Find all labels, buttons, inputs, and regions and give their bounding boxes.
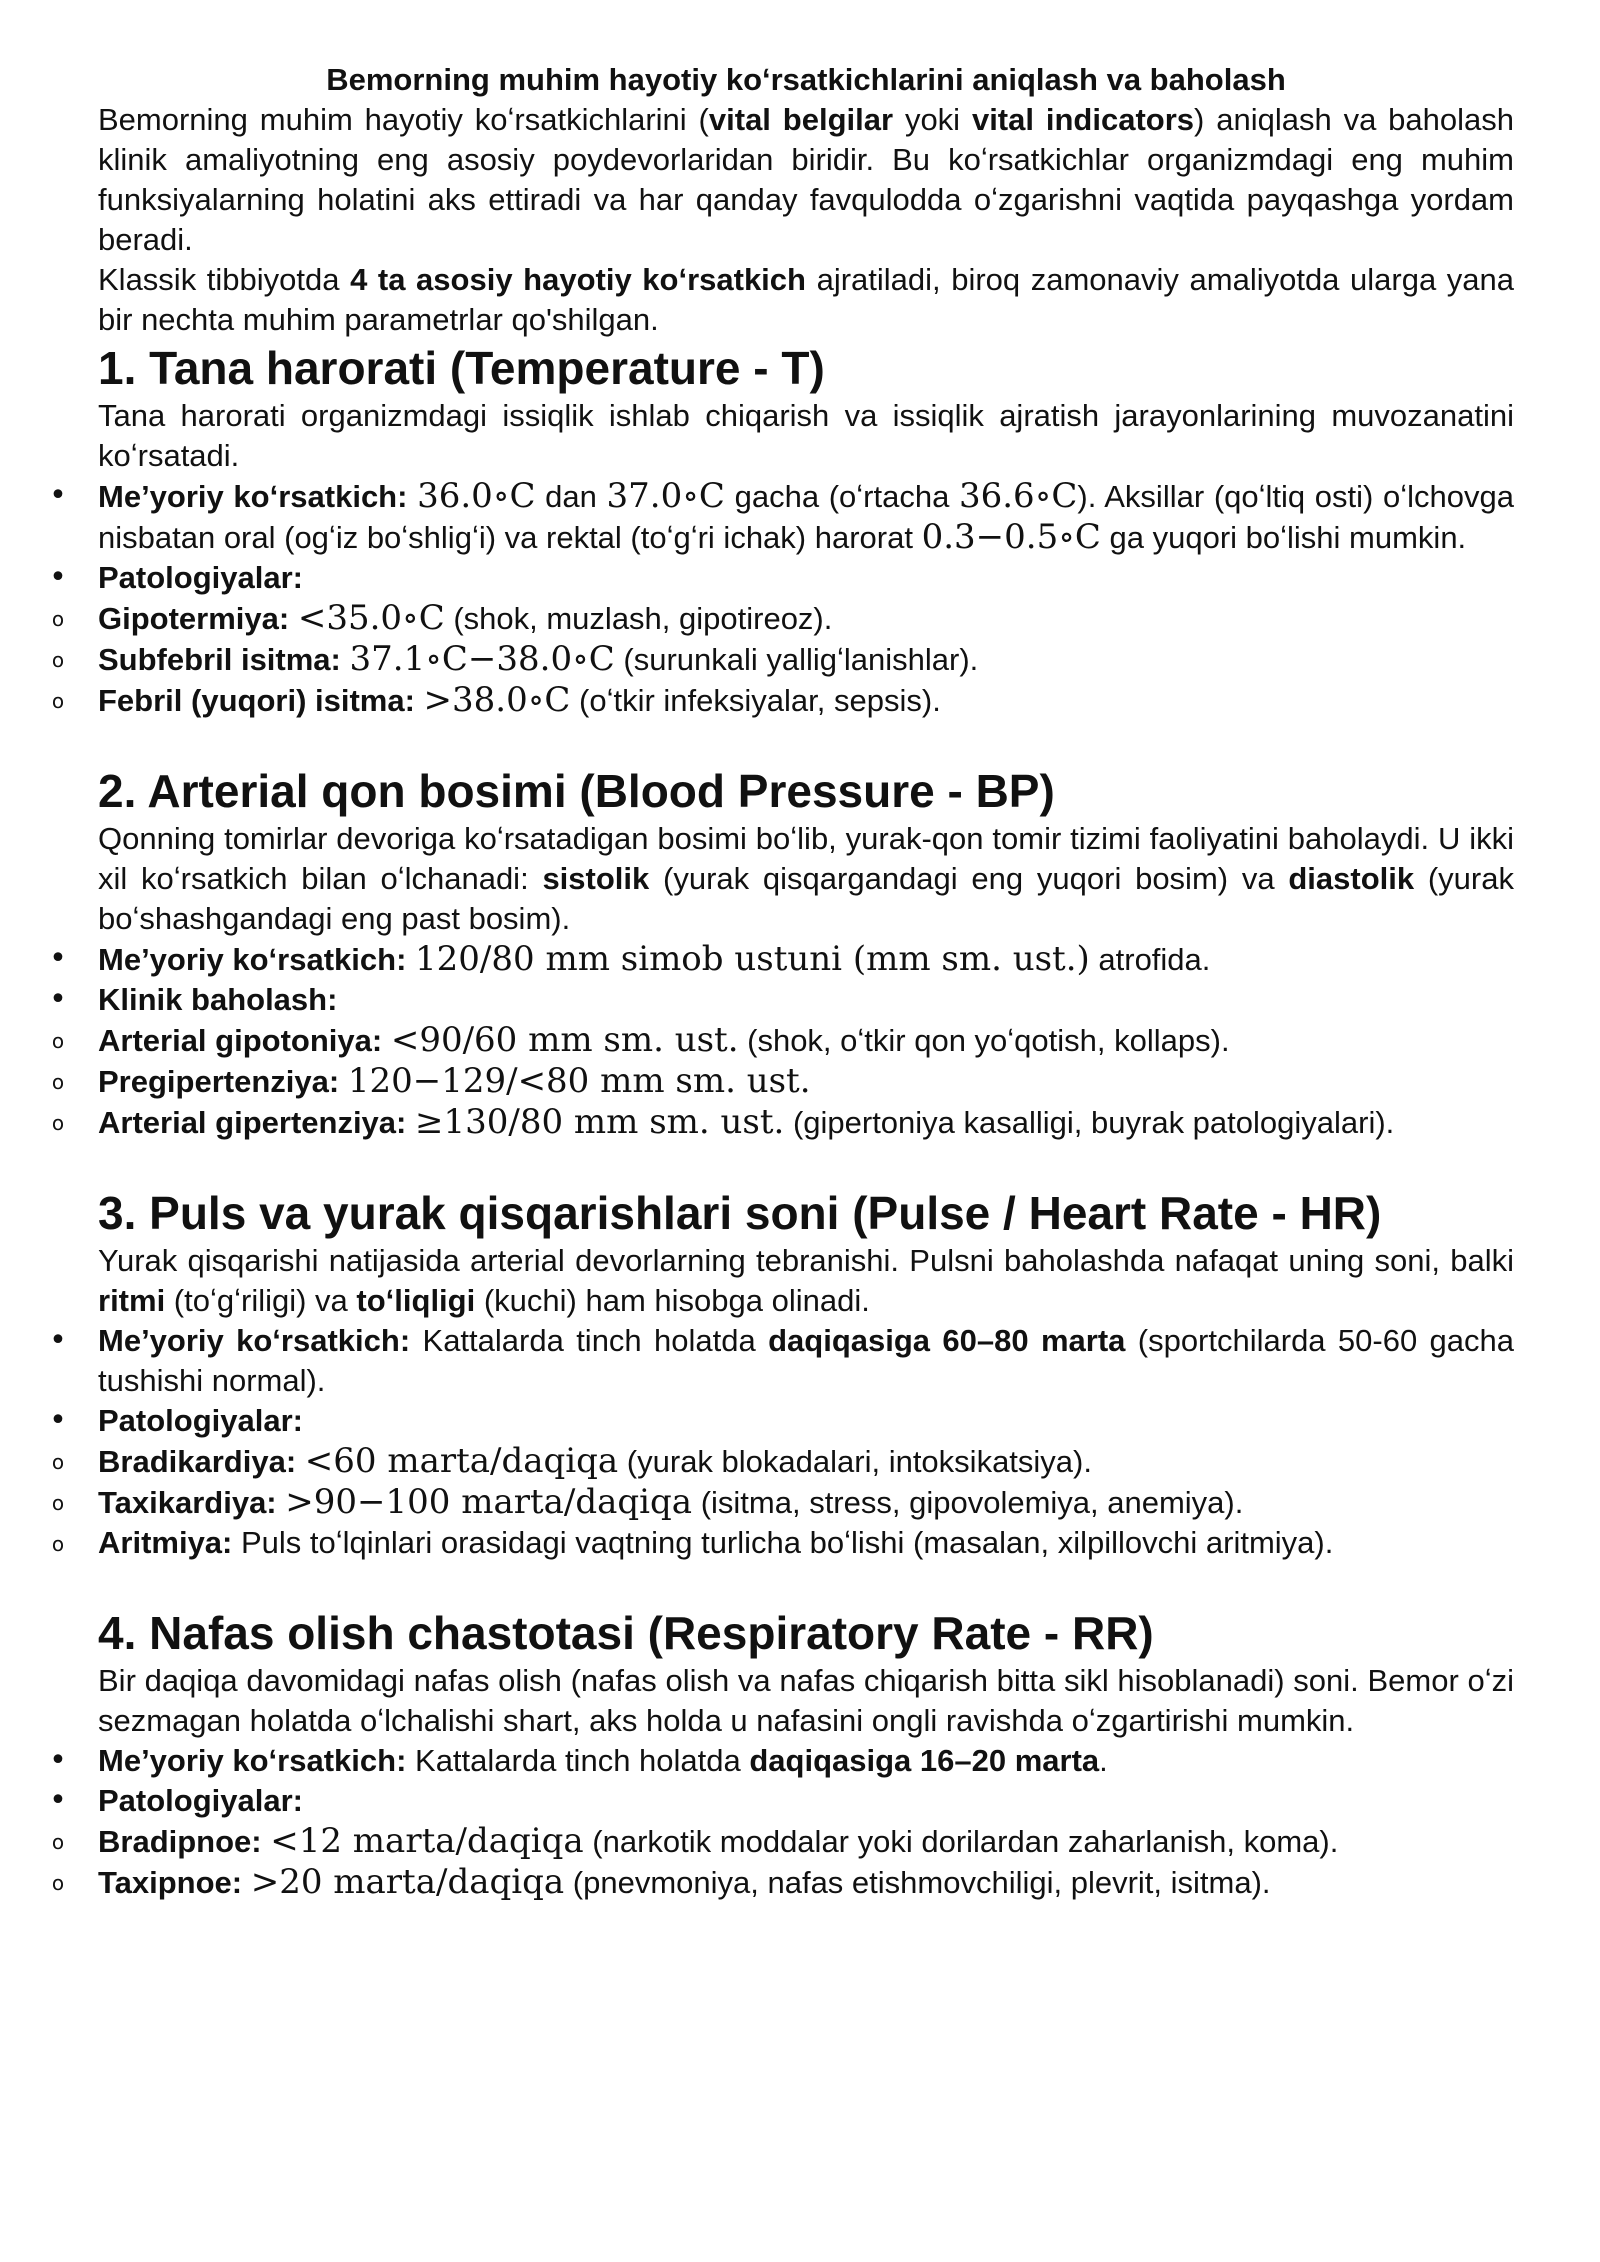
item-text: (oʻtkir infeksiyalar, sepsis).: [570, 683, 941, 718]
bullet-list: [49, 1321, 1515, 1563]
item-text: [407, 479, 417, 514]
item-bold-text: Patologiyalar:: [98, 560, 303, 595]
bullet-dot-icon: •: [49, 1743, 67, 1778]
bullet-circle-icon: o: [51, 1830, 65, 1854]
bullet-circle-icon: o: [51, 1491, 65, 1515]
sub-bullet-item: [51, 1061, 1514, 1102]
description-bold-text: sistolik: [542, 861, 650, 896]
sub-bullet-item: [51, 598, 1514, 639]
item-text: [262, 1824, 271, 1859]
item-value: <35.0∘C: [297, 598, 445, 638]
description-text: (kuchi) ham hisobga olinadi.: [475, 1283, 870, 1318]
item-text: (surunkali yalligʻlanishlar).: [614, 642, 979, 677]
description-text: (yurak qisqargandagi eng yuqori bosim) va: [649, 861, 1289, 896]
item-text: atrofida.: [1089, 942, 1211, 977]
item-bold-text: Patologiyalar:: [98, 1403, 303, 1438]
item-value: 120/80 mm simob ustuni (mm sm. ust.): [415, 939, 1090, 979]
bullet-circle-icon: o: [51, 1029, 65, 1053]
bullet-circle-icon: o: [51, 648, 65, 672]
item-bold-text: Arterial gipotoniya:: [98, 1023, 383, 1058]
section-3: [49, 1185, 1515, 1563]
description-text: Qonning tomirlar devoriga koʻrsatadigan bosimi boʻlib, yurak-qon tomir tizimi faoliyatini baholaydi. U ikki xil koʻrsatkich bilan oʻlchanadi:: [98, 821, 1514, 896]
item-value: 36.0∘C: [417, 476, 536, 516]
item-text: .: [1099, 1743, 1108, 1778]
description-text: Yurak qisqarishi natijasida arterial devorlarning tebranishi. Pulsni baholashda nafaqat uning soni, balki: [98, 1243, 1514, 1278]
bullet-circle-icon: o: [51, 1871, 65, 1895]
item-bold-text: daqiqasiga 60–80 marta: [768, 1323, 1126, 1358]
item-bold-text: Me’yoriy koʻrsatkich:: [98, 1743, 407, 1778]
intro-paragraph-1-text: ) aniqlash va baholash klinik amaliyotning eng asosiy poydevorlaridan biridir. Bu koʻrsatkichlar organizmdagi eng muhim funksiyalarning holatini aks ettiradi va har qanday favqulodda oʻzgarishni vaqtida payqashga yordam beradi.: [98, 102, 1515, 257]
section-heading: 4. Nafas olish chastotasi (Respiratory Rate - RR): [98, 1607, 1154, 1659]
section-description: [98, 1661, 1514, 1741]
bullet-circle-icon: o: [51, 1450, 65, 1474]
bullet-item: [49, 1401, 1514, 1441]
bullet-circle-icon: o: [51, 1070, 65, 1094]
item-bold-text: daqiqasiga 16–20 marta: [749, 1743, 1100, 1778]
description-text: (toʻgʻriligi) va: [165, 1283, 357, 1318]
bullet-circle-icon: o: [51, 607, 65, 631]
sub-bullet-item: [51, 1102, 1514, 1143]
sub-bullet-item: [51, 639, 1514, 680]
item-text: (shok, muzlash, gipotireoz).: [444, 601, 833, 636]
item-bold-text: Bradikardiya:: [98, 1444, 297, 1479]
sub-bullet-item: [51, 1523, 1514, 1563]
item-text: [406, 942, 415, 977]
sub-bullet-item: [51, 1020, 1514, 1061]
item-text: [382, 1023, 391, 1058]
item-text: [339, 1064, 348, 1099]
item-bold-text: Arterial gipertenziya:: [98, 1105, 407, 1140]
bullet-dot-icon: •: [49, 560, 67, 595]
section-heading: 3. Puls va yurak qisqarishlari soni (Pulse / Heart Rate - HR): [98, 1187, 1382, 1239]
section-1: [49, 340, 1514, 721]
section-description: [98, 396, 1514, 476]
item-bold-text: Me’yoriy koʻrsatkich:: [98, 1323, 411, 1358]
description-bold-text: diastolik: [1288, 861, 1415, 896]
item-text: (pnevmoniya, nafas etishmovchiligi, plevrit, isitma).: [564, 1865, 1271, 1900]
bullet-list: [49, 939, 1514, 1143]
section-heading: 2. Arterial qon bosimi (Blood Pressure - BP): [98, 765, 1055, 817]
sections-container: [49, 340, 1515, 1903]
intro-paragraph-2: [98, 260, 1514, 340]
item-value: 37.1∘C−38.0∘C: [349, 639, 615, 679]
intro-paragraph-2-text: ajratiladi, biroq zamonaviy amaliyotda ularga yana bir nechta muhim parametrlar qo'shilgan.: [98, 262, 1514, 337]
bullet-item: [49, 1781, 1514, 1821]
item-text: [289, 601, 298, 636]
item-bold-text: Subfebril isitma:: [98, 642, 341, 677]
item-bold-text: Taxikardiya:: [98, 1485, 277, 1520]
description-bold-text: toʻliqligi: [356, 1283, 476, 1318]
item-value: <90/60 mm sm. ust.: [390, 1020, 739, 1060]
document-page: [49, 60, 1515, 1903]
item-value: <60 marta/daqiqa: [304, 1441, 619, 1481]
bullet-dot-icon: •: [49, 478, 67, 513]
bullet-list: [49, 476, 1514, 721]
item-value: 120−129/<80 mm sm. ust.: [347, 1061, 811, 1101]
item-text: (yurak blokadalari, intoksikatsiya).: [618, 1444, 1092, 1479]
item-bold-text: Aritmiya:: [98, 1525, 233, 1560]
item-text: (narkotik moddalar yoki dorilardan zaharlanish, koma).: [583, 1824, 1339, 1859]
item-value: 0.3−0.5∘C: [921, 517, 1101, 557]
bullet-dot-icon: •: [49, 941, 67, 976]
bullet-circle-icon: o: [51, 1532, 65, 1556]
section-heading: 1. Tana harorati (Temperature - T): [98, 342, 825, 394]
description-text: Tana harorati organizmdagi issiqlik ishlab chiqarish va issiqlik ajratish jarayonlarining muvozanatini koʻrsatadi.: [98, 398, 1514, 473]
item-value: 36.6∘C: [958, 476, 1078, 516]
bullet-item: [49, 476, 1514, 558]
document-title: Bemorning muhim hayotiy koʻrsatkichlarini aniqlash va baholash: [326, 62, 1286, 97]
item-value: >20 marta/daqiqa: [250, 1862, 565, 1902]
item-value: ≥130/80 mm sm. ust.: [415, 1102, 785, 1142]
description-text: Bir daqiqa davomidagi nafas olish (nafas olish va nafas chiqarish bitta sikl hisoblanadi) soni. Bemor oʻzi sezmagan holatda oʻlchalishi shart, aks holda u nafasini ongli ravishda oʻzgartirishi mumkin.: [98, 1663, 1514, 1738]
item-text: [296, 1444, 305, 1479]
intro-paragraph-1-text: yoki: [893, 102, 972, 137]
item-value: >90−100 marta/daqiqa: [285, 1482, 693, 1522]
item-text: Kattalarda tinch holatda: [410, 1323, 769, 1358]
item-text: (isitma, stress, gipovolemiya, anemiya).: [692, 1485, 1244, 1520]
item-text: [415, 683, 424, 718]
item-text: gacha (oʻrtacha: [724, 479, 959, 514]
item-text: ga yuqori boʻlishi mumkin.: [1100, 520, 1467, 555]
bullet-item: [49, 939, 1514, 980]
item-bold-text: Me’yoriy koʻrsatkich:: [98, 942, 407, 977]
item-value: >38.0∘C: [423, 680, 571, 720]
item-text: ). Aksillar (qoʻltiq osti) oʻlchovga nisbatan oral (ogʻiz boʻshligʻi) va rektal (toʻgʻri ichak) harorat: [98, 479, 1514, 555]
item-value: 37.0∘C: [606, 476, 725, 516]
sub-bullet-item: [51, 680, 1514, 721]
bullet-dot-icon: •: [49, 1403, 67, 1438]
intro-paragraph-1-bold-text: vital indicators: [971, 102, 1195, 137]
item-text: Puls toʻlqinlari orasidagi vaqtning turlicha boʻlishi (masalan, xilpillovchi aritmiya).: [232, 1525, 1334, 1560]
item-text: [277, 1485, 286, 1520]
item-text: (gipertoniya kasalligi, buyrak patologiyalari).: [784, 1105, 1395, 1140]
bullet-list: [49, 1741, 1514, 1903]
bullet-circle-icon: o: [51, 689, 65, 713]
description-text: (yurak boʻshashgandagi eng past bosim).: [98, 861, 1514, 936]
item-bold-text: Me’yoriy koʻrsatkich:: [98, 479, 408, 514]
item-bold-text: Pregipertenziya:: [98, 1064, 340, 1099]
item-bold-text: Gipotermiya:: [98, 601, 290, 636]
item-bold-text: Patologiyalar:: [98, 1783, 303, 1818]
intro-paragraph-1: [98, 100, 1514, 260]
item-bold-text: Taxipnoe:: [98, 1865, 243, 1900]
sub-bullet-item: [51, 1821, 1514, 1862]
item-text: [406, 1105, 415, 1140]
intro-paragraph-1-bold-text: vital belgilar: [708, 102, 894, 137]
section-2: [49, 763, 1514, 1143]
item-bold-text: Bradipnoe:: [98, 1824, 262, 1859]
section-description: [98, 819, 1514, 939]
intro-paragraph-2-text: Klassik tibbiyotda: [98, 262, 351, 297]
item-text: [242, 1865, 251, 1900]
bullet-item: [49, 558, 1514, 598]
intro-paragraph-1-text: Bemorning muhim hayotiy koʻrsatkichlarini (: [98, 102, 709, 137]
sub-bullet-item: [51, 1441, 1514, 1482]
item-text: (sportchilarda 50-60 gacha tushishi normal).: [98, 1323, 1515, 1398]
section-4: [49, 1605, 1514, 1903]
sub-bullet-item: [51, 1482, 1514, 1523]
intro-paragraph-2-bold-text: 4 ta asosiy hayotiy koʻrsatkich: [350, 262, 806, 297]
bullet-dot-icon: •: [49, 1783, 67, 1818]
item-text: (shok, oʻtkir qon yoʻqotish, kollaps).: [738, 1023, 1230, 1058]
item-bold-text: Klinik baholash:: [98, 982, 338, 1017]
bullet-dot-icon: •: [49, 982, 67, 1017]
sub-bullet-item: [51, 1862, 1514, 1903]
item-text: dan: [535, 479, 607, 514]
bullet-item: [49, 1321, 1515, 1401]
item-text: [341, 642, 350, 677]
description-bold-text: ritmi: [98, 1283, 166, 1318]
item-value: <12 marta/daqiqa: [270, 1821, 584, 1861]
bullet-item: [49, 980, 1514, 1020]
item-bold-text: Febril (yuqori) isitma:: [98, 683, 415, 718]
section-description: [98, 1241, 1514, 1321]
bullet-circle-icon: o: [51, 1111, 65, 1135]
bullet-item: [49, 1741, 1514, 1781]
item-text: Kattalarda tinch holatda: [406, 1743, 750, 1778]
bullet-dot-icon: •: [49, 1323, 67, 1358]
